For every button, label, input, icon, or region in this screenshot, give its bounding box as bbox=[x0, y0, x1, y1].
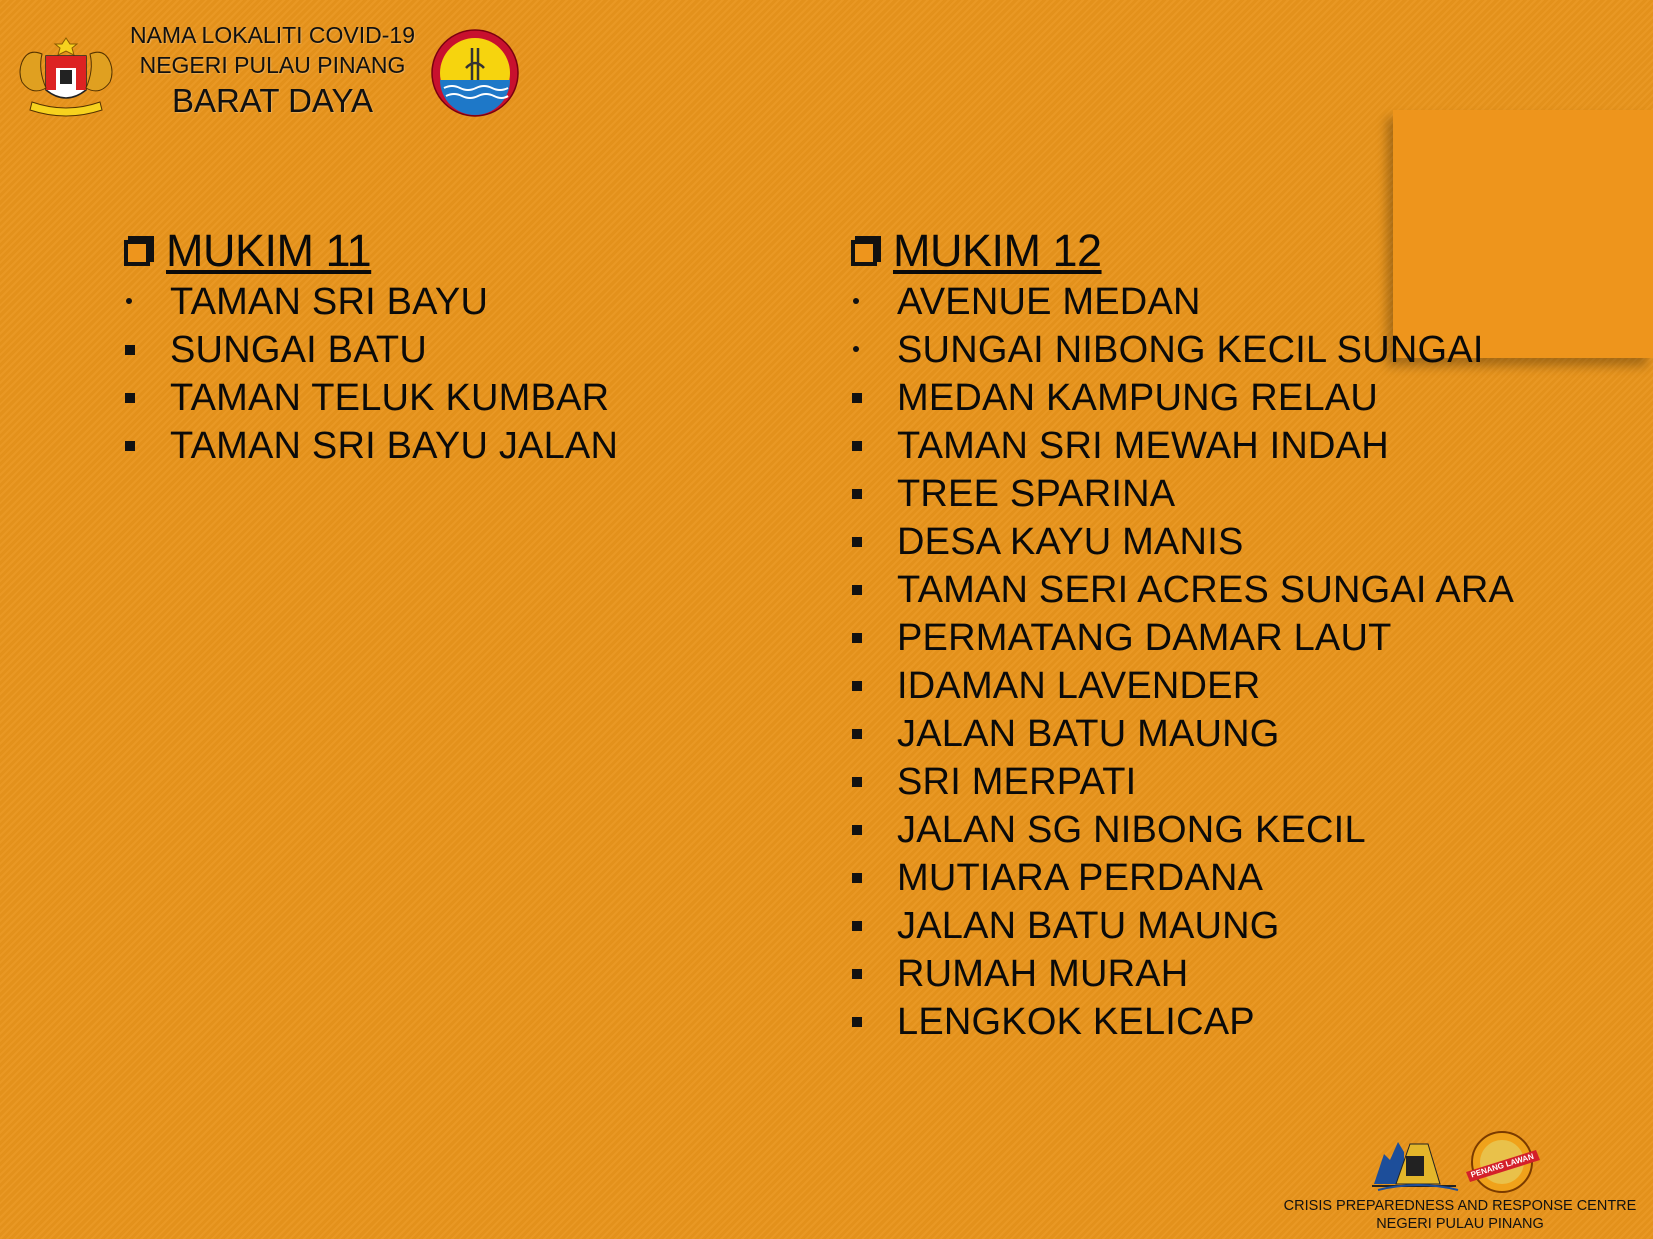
list-item bbox=[849, 806, 1514, 854]
bullet-icon bbox=[849, 950, 897, 998]
bullet-icon bbox=[849, 758, 897, 806]
mukim-11-heading bbox=[122, 224, 618, 278]
bullet-icon bbox=[849, 998, 897, 1046]
list-item bbox=[849, 998, 1514, 1046]
list-item-label: TREE SPARINA bbox=[897, 472, 1176, 515]
list-item bbox=[849, 614, 1514, 662]
list-item bbox=[849, 758, 1514, 806]
list-item-label: MUTIARA PERDANA bbox=[897, 856, 1264, 899]
coat-of-arms-logo bbox=[12, 32, 120, 118]
bullet-icon bbox=[849, 518, 897, 566]
mukim-12-list bbox=[849, 278, 1514, 1046]
checkbox-icon bbox=[122, 234, 156, 268]
bullet-icon bbox=[849, 278, 897, 326]
list-item-label: MEDAN KAMPUNG RELAU bbox=[897, 376, 1378, 419]
list-item bbox=[122, 374, 618, 422]
bullet-icon bbox=[849, 806, 897, 854]
bullet-icon bbox=[849, 854, 897, 902]
mukim-12-column bbox=[849, 224, 1514, 1046]
list-item-label: SUNGAI NIBONG KECIL SUNGAI bbox=[897, 328, 1484, 371]
list-item-label: TAMAN SRI BAYU JALAN bbox=[170, 424, 619, 467]
bullet-icon bbox=[122, 326, 170, 374]
list-item bbox=[849, 950, 1514, 998]
mukim-12-title: MUKIM 12 bbox=[893, 225, 1102, 276]
mukim-11-column bbox=[122, 224, 618, 470]
list-item-label: SRI MERPATI bbox=[897, 760, 1137, 803]
mukim-11-list bbox=[122, 278, 618, 470]
list-item-label: JALAN BATU MAUNG bbox=[897, 712, 1280, 755]
bullet-icon bbox=[122, 278, 170, 326]
header-title: BARAT DAYA bbox=[171, 82, 374, 119]
bullet-icon bbox=[849, 470, 897, 518]
footer bbox=[1270, 1128, 1650, 1239]
bullet-icon bbox=[849, 614, 897, 662]
list-item bbox=[849, 854, 1514, 902]
list-item bbox=[849, 326, 1514, 374]
list-item-label: TAMAN SRI BAYU bbox=[170, 280, 489, 323]
municipal-seal-logo bbox=[430, 28, 520, 118]
list-item-label: TAMAN SRI MEWAH INDAH bbox=[897, 424, 1389, 467]
bullet-icon bbox=[849, 326, 897, 374]
list-item-label: DESA KAYU MANIS bbox=[897, 520, 1244, 563]
bullet-icon bbox=[122, 374, 170, 422]
list-item-label: RUMAH MURAH bbox=[897, 952, 1189, 995]
list-item bbox=[122, 326, 618, 374]
footer-line-2: NEGERI PULAU PINANG bbox=[1376, 1216, 1544, 1232]
list-item bbox=[122, 422, 618, 470]
footer-line-1: CRISIS PREPAREDNESS AND RESPONSE CENTRE bbox=[1283, 1198, 1637, 1214]
list-item bbox=[849, 422, 1514, 470]
list-item bbox=[849, 662, 1514, 710]
bullet-icon bbox=[849, 662, 897, 710]
list-item-label: IDAMAN LAVENDER bbox=[897, 664, 1261, 707]
header-line-1: NAMA LOKALITI COVID-19 bbox=[129, 22, 416, 48]
list-item-label: AVENUE MEDAN bbox=[897, 280, 1201, 323]
bullet-icon bbox=[849, 710, 897, 758]
list-item bbox=[849, 902, 1514, 950]
list-item bbox=[849, 518, 1514, 566]
header bbox=[0, 0, 540, 130]
list-item bbox=[849, 374, 1514, 422]
list-item bbox=[849, 566, 1514, 614]
list-item-label: LENGKOK KELICAP bbox=[897, 1000, 1255, 1043]
list-item-label: PERMATANG DAMAR LAUT bbox=[897, 616, 1392, 659]
bullet-icon bbox=[849, 902, 897, 950]
mukim-11-title: MUKIM 11 bbox=[166, 225, 372, 276]
list-item-label: SUNGAI BATU bbox=[170, 328, 427, 371]
list-item-label: TAMAN TELUK KUMBAR bbox=[170, 376, 610, 419]
checkbox-icon bbox=[849, 234, 883, 268]
bullet-icon bbox=[849, 374, 897, 422]
header-line-2: NEGERI PULAU PINANG bbox=[139, 52, 406, 78]
list-item bbox=[849, 470, 1514, 518]
bullet-icon bbox=[849, 566, 897, 614]
list-item bbox=[849, 278, 1514, 326]
mukim-12-heading bbox=[849, 224, 1514, 278]
list-item-label: JALAN SG NIBONG KECIL bbox=[897, 808, 1366, 851]
list-item bbox=[849, 710, 1514, 758]
bullet-icon bbox=[122, 422, 170, 470]
list-item bbox=[122, 278, 618, 326]
list-item-label: TAMAN SERI ACRES SUNGAI ARA bbox=[897, 568, 1515, 611]
cprc-logo bbox=[1366, 1128, 1546, 1196]
svg-text:PENANG LAWAN: PENANG LAWAN bbox=[1469, 1151, 1535, 1180]
bullet-icon bbox=[849, 422, 897, 470]
list-item-label: JALAN BATU MAUNG bbox=[897, 904, 1280, 947]
